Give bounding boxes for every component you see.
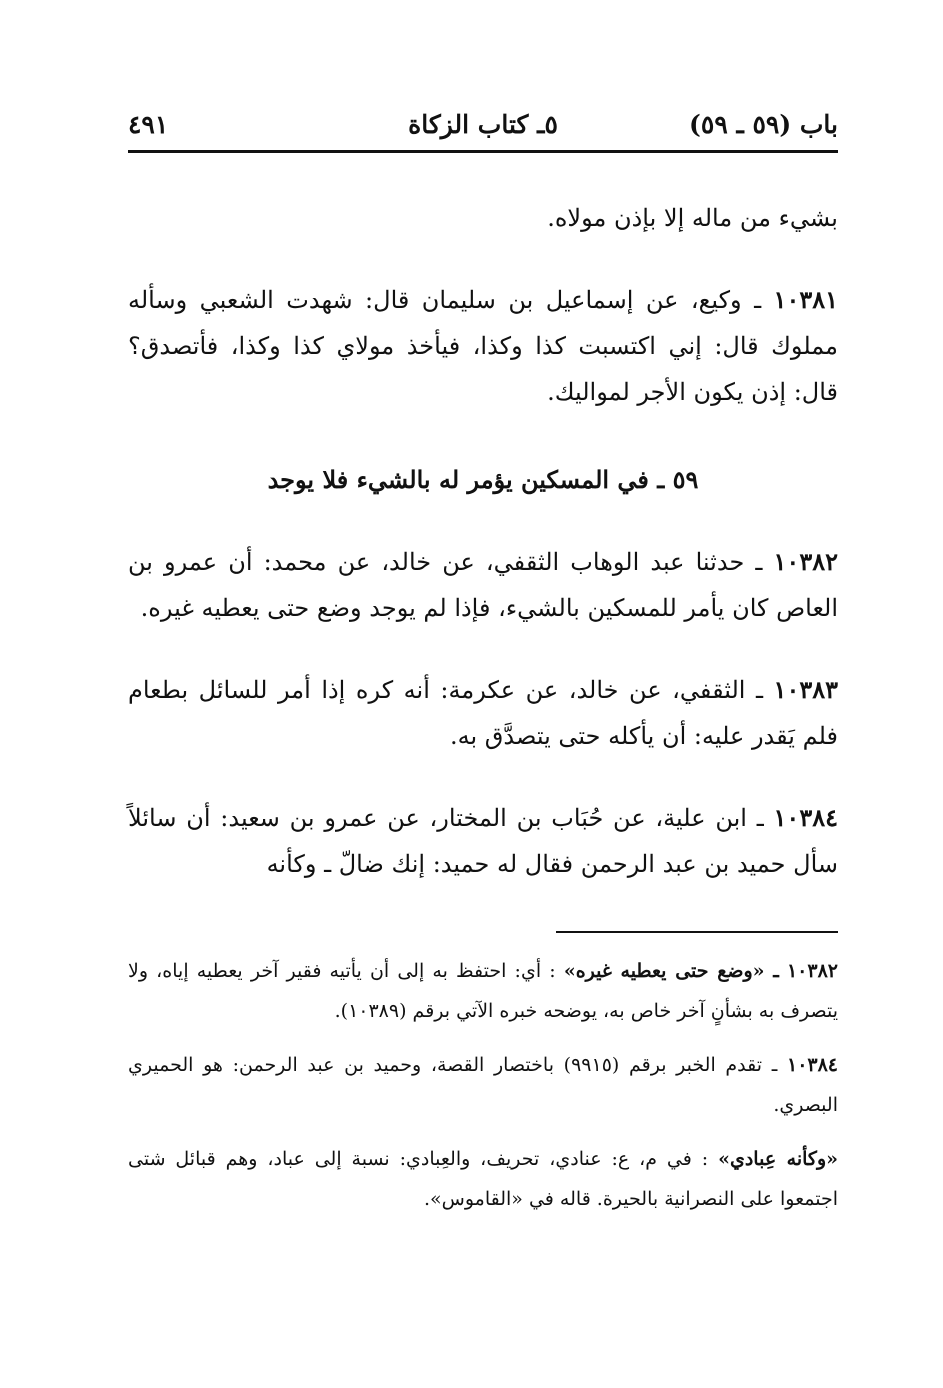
footnotes — [128, 951, 838, 1219]
footnote-lead: ـ «وضع حتى يعطيه غيره» — [563, 960, 779, 982]
header-divider — [128, 150, 838, 153]
footnote-lead: «وكأنه عِبادي» — [718, 1148, 839, 1170]
paragraph-text: بشيء من ماله إلا بإذن مولاه. — [547, 204, 838, 232]
footnote-divider — [556, 931, 838, 933]
book-page — [128, 104, 838, 1219]
page-header — [128, 104, 838, 148]
continuation-paragraph — [128, 195, 838, 241]
main-text — [128, 195, 838, 887]
section-title: ٥٩ ـ في المسكين يؤمر له بالشيء فلا يوجد — [267, 465, 699, 494]
hadith-number: ١٠٣٨١ — [773, 285, 838, 314]
footnote-number: ١٠٣٨٢ — [786, 960, 838, 982]
footnote-text: : أي: احتفظ به إلى أن يأتيه فقير آخر يعطيه إياه، ولا يتصرف به بشأنٍ آخر خاص به، يوضحه خبره الآتي برقم (١٠٣٨٩). — [128, 960, 838, 1022]
footnote-number: ١٠٣٨٤ — [786, 1054, 839, 1076]
book-title: ٥ـ كتاب الزكاة — [408, 110, 558, 139]
hadith-paragraph — [128, 539, 838, 631]
hadith-number: ١٠٣٨٤ — [773, 803, 838, 832]
hadith-number: ١٠٣٨٣ — [773, 675, 838, 704]
footnote-text: ـ تقدم الخبر برقم (٩٩١٥) باختصار القصة، وحميد بن عبد الرحمن: هو الحميري البصري. — [128, 1054, 838, 1116]
paragraph-text: ـ الثقفي، عن خالد، عن عكرمة: أنه كره إذا أمر للسائل بطعام فلم يَقدر عليه: أن يأكله حتى يتصدَّق به. — [128, 676, 838, 750]
footnote — [128, 951, 838, 1031]
chapter-heading: باب (٥٩ ـ ٥٩) — [689, 110, 838, 139]
footnote — [128, 1045, 838, 1125]
footnote-text: : في م، ع: عنادي، تحريف، والعِبادي: نسبة إلى عباد، وهم قبائل شتى اجتمعوا على النصرانية بالحيرة. قاله في «القاموس». — [128, 1148, 838, 1210]
hadith-paragraph — [128, 277, 838, 415]
hadith-number: ١٠٣٨٢ — [773, 547, 838, 576]
footnote — [128, 1139, 838, 1219]
paragraph-text: ـ حدثنا عبد الوهاب الثقفي، عن خالد، عن محمد: أن عمرو بن العاص كان يأمر للمسكين بالشيء، فإذا لم يوجد وضع حتى يعطيه غيره. — [128, 548, 838, 622]
paragraph-text: ـ وكيع، عن إسماعيل بن سليمان قال: شهدت الشعبي وسأله مملوك قال: إني اكتسبت كذا وكذا، فيأخذ مولاي كذا وكذا، فأتصدق؟ قال: إذن يكون الأجر لمواليك. — [128, 286, 838, 406]
hadith-paragraph — [128, 795, 838, 887]
page-number: ٤٩١ — [128, 110, 169, 139]
hadith-paragraph — [128, 667, 838, 759]
paragraph-text: ـ ابن علية، عن حُبَاب بن المختار، عن عمرو بن سعيد: أن سائلاً سأل حميد بن عبد الرحمن فقال له حميد: إنك ضالّ ـ وكأنه — [128, 804, 838, 878]
